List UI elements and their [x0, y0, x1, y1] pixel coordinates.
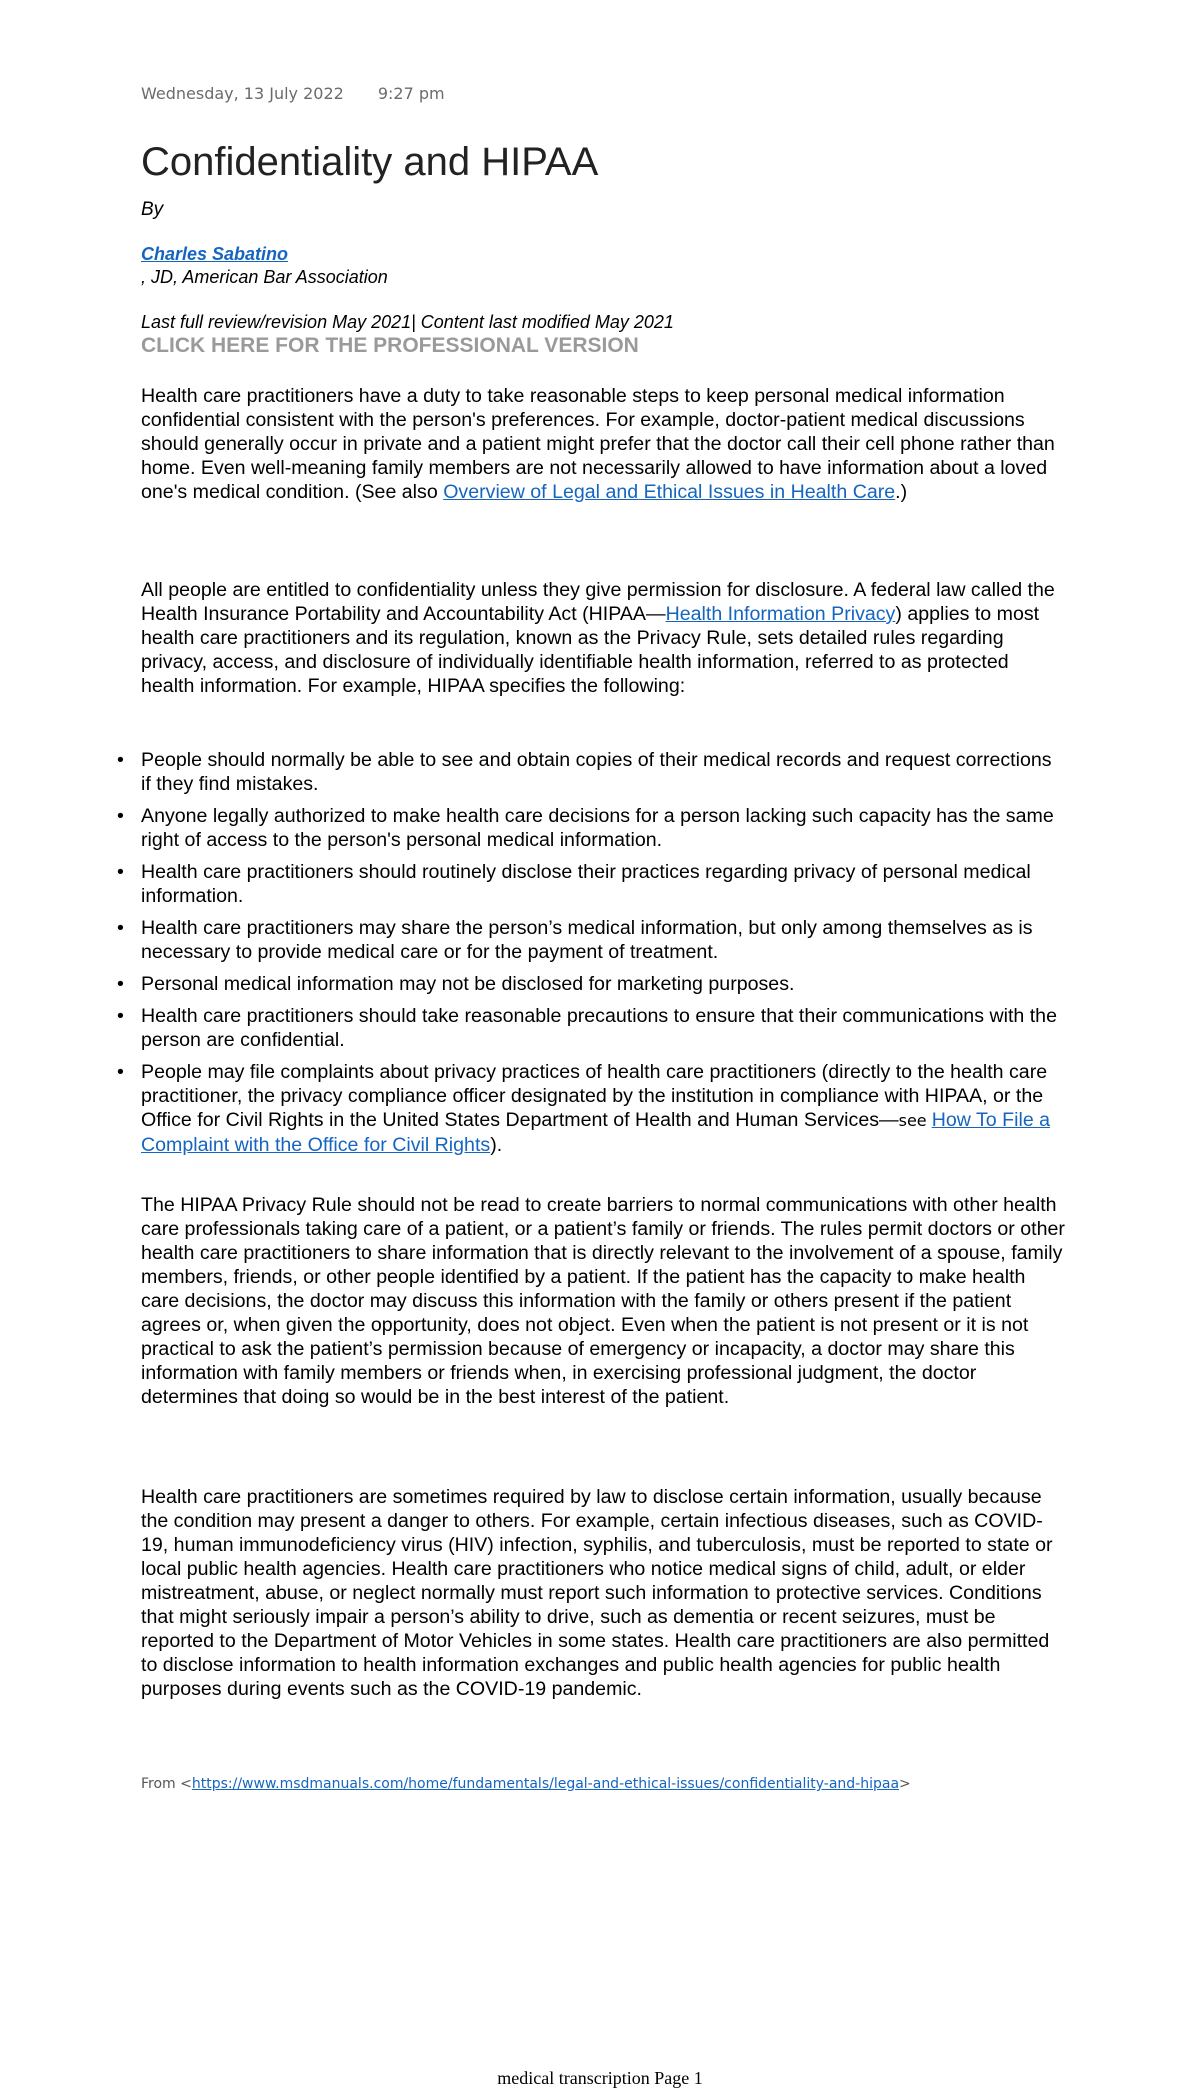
list-item-text: Health care practitioners should routinely disclose their practices regarding privacy of personal medical information.	[141, 861, 1031, 907]
paragraph-duty-text: Health care practitioners have a duty to take reasonable steps to keep personal medical information confidential consistent with the person's preferences. For example, doctor-patient medical discussions should generally occur in private and a patient might prefer that the doctor call their cell phone rather than home. Even well-meaning family members are not necessarily allowed to have information about a loved one's medical condition. (See also	[141, 385, 1055, 503]
list-item-text: Health care practitioners should take reasonable precautions to ensure that their communications with the person are confidential.	[141, 1005, 1057, 1051]
author-credentials: , JD, American Bar Association	[141, 267, 388, 287]
bullet-dot: •	[117, 1061, 124, 1083]
paragraph-duty-end: .)	[895, 481, 908, 503]
list-item-text: Anyone legally authorized to make health care decisions for a person lacking such capacity has the same right of access to the person's personal medical information.	[141, 805, 1054, 851]
bullet-dot: •	[117, 805, 124, 827]
bullet-dot: •	[117, 917, 124, 939]
hipaa-rules-list	[117, 748, 1066, 1165]
source-url-link[interactable]: https://www.msdmanuals.com/home/fundamentals/legal-and-ethical-issues/confidentiality-and-hipaa	[191, 1776, 900, 1792]
source-suffix: >	[899, 1776, 911, 1792]
source-prefix: From <	[141, 1776, 192, 1792]
list-item	[117, 860, 1066, 908]
bullet-dot: •	[117, 1005, 124, 1027]
list-item-text: People may file complaints about privacy practices of health care practitioners (directly to the health care practitioner, the privacy compliance officer designated by the institution in compliance with HIPAA, or the Office for Civil Rights in the United States Department of Health and Human Services—	[141, 1061, 1048, 1131]
list-item	[117, 1004, 1066, 1052]
author-link[interactable]: Charles Sabatino	[141, 244, 289, 264]
page-title: Confidentiality and HIPAA	[141, 140, 599, 184]
bullet-dot: •	[117, 749, 124, 771]
list-item	[117, 804, 1066, 852]
note-timestamp	[141, 84, 445, 103]
paragraph-privacy-rule: The HIPAA Privacy Rule should not be read to create barriers to normal communications with other health care professionals taking care of a patient, or a patient’s family or friends. The rules permit doctors or other health care practitioners to share information that is directly relevant to the involvement of a spouse, family members, friends, or other people identified by a patient. If the patient has the capacity to make health care decisions, the doctor may discuss this information with the family or others present if the patient agrees or, when given the opportunity, does not object. Even when the patient is not present or it is not practical to ask the patient’s permission because of emergency or incapacity, a doctor may share this information with family members or friends when, in exercising professional judgment, the doctor determines that doing so would be in the best interest of the patient.	[141, 1194, 1065, 1408]
review-line: Last full review/revision May 2021| Content last modified May 2021	[141, 312, 674, 332]
list-item-end: ).	[490, 1134, 503, 1156]
list-item	[117, 748, 1066, 796]
see-word: see	[898, 1111, 932, 1130]
list-item	[117, 916, 1066, 964]
paragraph-hipaa-after: ) applies to most health care practitioners and its regulation, known as the Privacy Rule, sets detailed rules regarding privacy, access, and disclosure of individually identifiable health information, referred to as protected health information. For example, HIPAA specifies the following:	[141, 603, 1040, 697]
source-line	[141, 1776, 911, 1792]
page-footer: medical transcription Page 1	[497, 2068, 703, 2088]
paragraph-required-disclosure: Health care practitioners are sometimes required by law to disclose certain information, usually because the condition may present a danger to others. For example, certain infectious diseases, such as COVID-19, human immunodeficiency virus (HIV) infection, syphilis, and tuberculosis, must be reported to state or local public health agencies. Health care practitioners who notice medical signs of child, adult, or elder mistreatment, abuse, or neglect normally must report such information to protective services. Conditions that might seriously impair a person’s ability to drive, such as dementia or recent seizures, must be reported to the Department of Motor Vehicles in some states. Health care practitioners are also permitted to disclose information to health information exchanges and public health agencies for public health purposes during events such as the COVID-19 pandemic.	[141, 1486, 1053, 1700]
overview-legal-ethical-link[interactable]: Overview of Legal and Ethical Issues in Health Care	[443, 481, 896, 503]
professional-version-link[interactable]: CLICK HERE FOR THE PROFESSIONAL VERSION	[141, 334, 639, 357]
list-item-text: Health care practitioners may share the person’s medical information, but only among themselves as is necessary to provide medical care or for the payment of treatment.	[141, 917, 1033, 963]
list-item-text: People should normally be able to see and obtain copies of their medical records and request corrections if they find mistakes.	[141, 749, 1052, 795]
list-item-text: Personal medical information may not be disclosed for marketing purposes.	[141, 973, 795, 995]
list-item	[117, 1060, 1066, 1157]
bullet-dot: •	[117, 973, 124, 995]
health-information-privacy-link[interactable]: Health Information Privacy	[665, 603, 896, 625]
by-label: By	[141, 199, 164, 220]
paragraph-duty	[141, 384, 1066, 504]
note-date: Wednesday, 13 July 2022	[141, 84, 344, 103]
note-time: 9:27 pm	[377, 84, 445, 103]
bullet-dot: •	[117, 861, 124, 883]
file-complaint-link[interactable]: How To File a Complaint with the Office for Civil Rights	[141, 1109, 1051, 1156]
paragraph-hipaa	[141, 578, 1066, 698]
paragraph-hipaa-before: All people are entitled to confidentiality unless they give permission for disclosure. A federal law called the Health Insurance Portability and Accountability Act (HIPAA—	[141, 579, 1055, 625]
list-item	[117, 972, 1066, 996]
